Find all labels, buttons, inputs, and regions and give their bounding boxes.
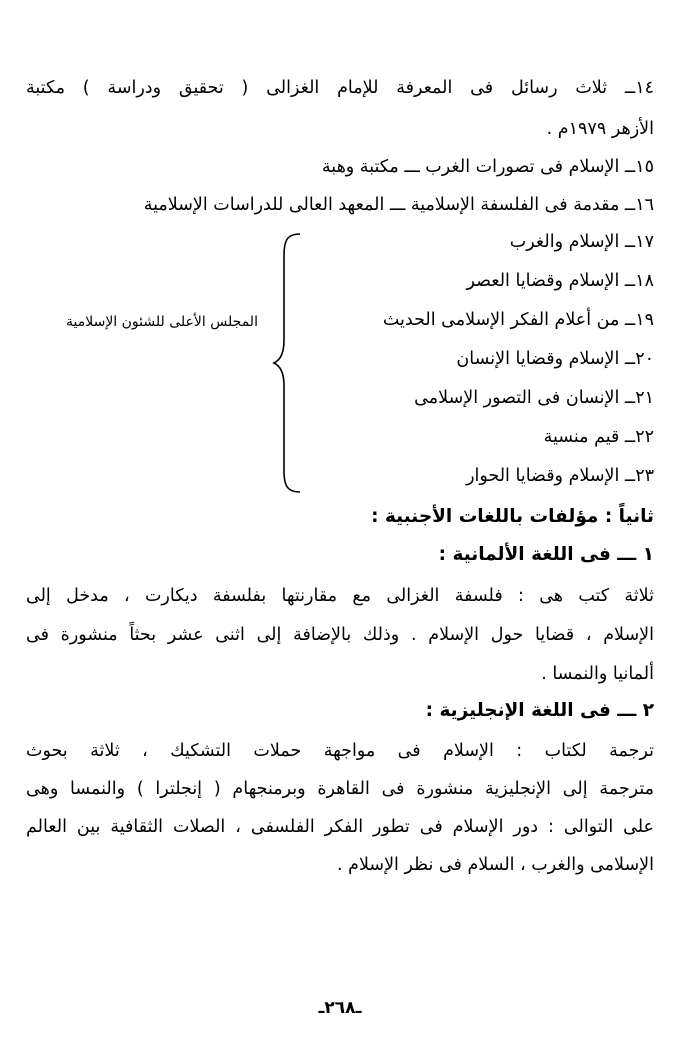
german-heading: ١ ـــ فى اللغة الألمانية :	[438, 544, 654, 565]
english-paragraph-line-3: على التوالى : دور الإسلام فى تطور الفكر الفلسفى ، الصلات الثقافية بين العالم	[26, 817, 654, 837]
english-heading: ٢ ـــ فى اللغة الإنجليزية :	[425, 700, 654, 721]
list-item-16: ١٦ــ مقدمة فى الفلسفة الإسلامية ـــ المعهد العالى للدراسات الإسلامية	[143, 195, 654, 215]
list-item-18: ١٨ــ الإسلام وقضايا العصر	[466, 271, 654, 291]
english-paragraph-line-2: مترجمة إلى الإنجليزية منشورة فى القاهرة وبرمنجهام ( إنجلترا ) والنمسا وهى	[26, 779, 654, 799]
german-paragraph-line-2: الإسلام ، قضايا حول الإسلام . وذلك بالإضافة إلى اثنى عشر بحثاً منشورة فى	[26, 625, 654, 645]
list-item-21: ٢١ــ الإنسان فى التصور الإسلامى	[414, 388, 654, 408]
page-number: ـ٢٦٨ـ	[318, 998, 362, 1018]
english-paragraph-line-1: ترجمة لكتاب : الإسلام فى مواجهة حملات التشكيك ، ثلاثة بحوث	[26, 741, 654, 761]
section-heading-foreign: ثانياً : مؤلفات باللغات الأجنبية :	[371, 506, 654, 527]
english-paragraph-line-4: الإسلامى والغرب ، السلام فى نظر الإسلام .	[337, 855, 654, 875]
group-publisher-label: المجلس الأعلى للشئون الإسلامية	[66, 314, 258, 330]
curly-brace-icon	[270, 232, 310, 494]
list-item-20: ٢٠ــ الإسلام وقضايا الإنسان	[456, 349, 654, 369]
grouped-list	[284, 230, 654, 492]
list-item-19: ١٩ــ من أعلام الفكر الإسلامى الحديث	[382, 310, 654, 330]
list-item-22: ٢٢ــ قيم منسية	[543, 427, 654, 447]
german-paragraph-line-3: ألمانيا والنمسا .	[541, 664, 654, 684]
list-item-15: ١٥ــ الإسلام فى تصورات الغرب ـــ مكتبة وهبة	[321, 157, 654, 177]
list-item-17: ١٧ــ الإسلام والغرب	[509, 232, 654, 252]
german-paragraph-line-1: ثلاثة كتب هى : فلسفة الغزالى مع مقارنتها بفلسفة ديكارت ، مدخل إلى	[26, 586, 654, 606]
list-item-23: ٢٣ــ الإسلام وقضايا الحوار	[466, 466, 654, 486]
list-item-14-line-1: ١٤ــ ثلاث رسائل فى المعرفة للإمام الغزالى ( تحقيق ودراسة ) مكتبة	[26, 78, 654, 98]
list-item-14-line-2: الأزهر ١٩٧٩م .	[546, 119, 654, 139]
